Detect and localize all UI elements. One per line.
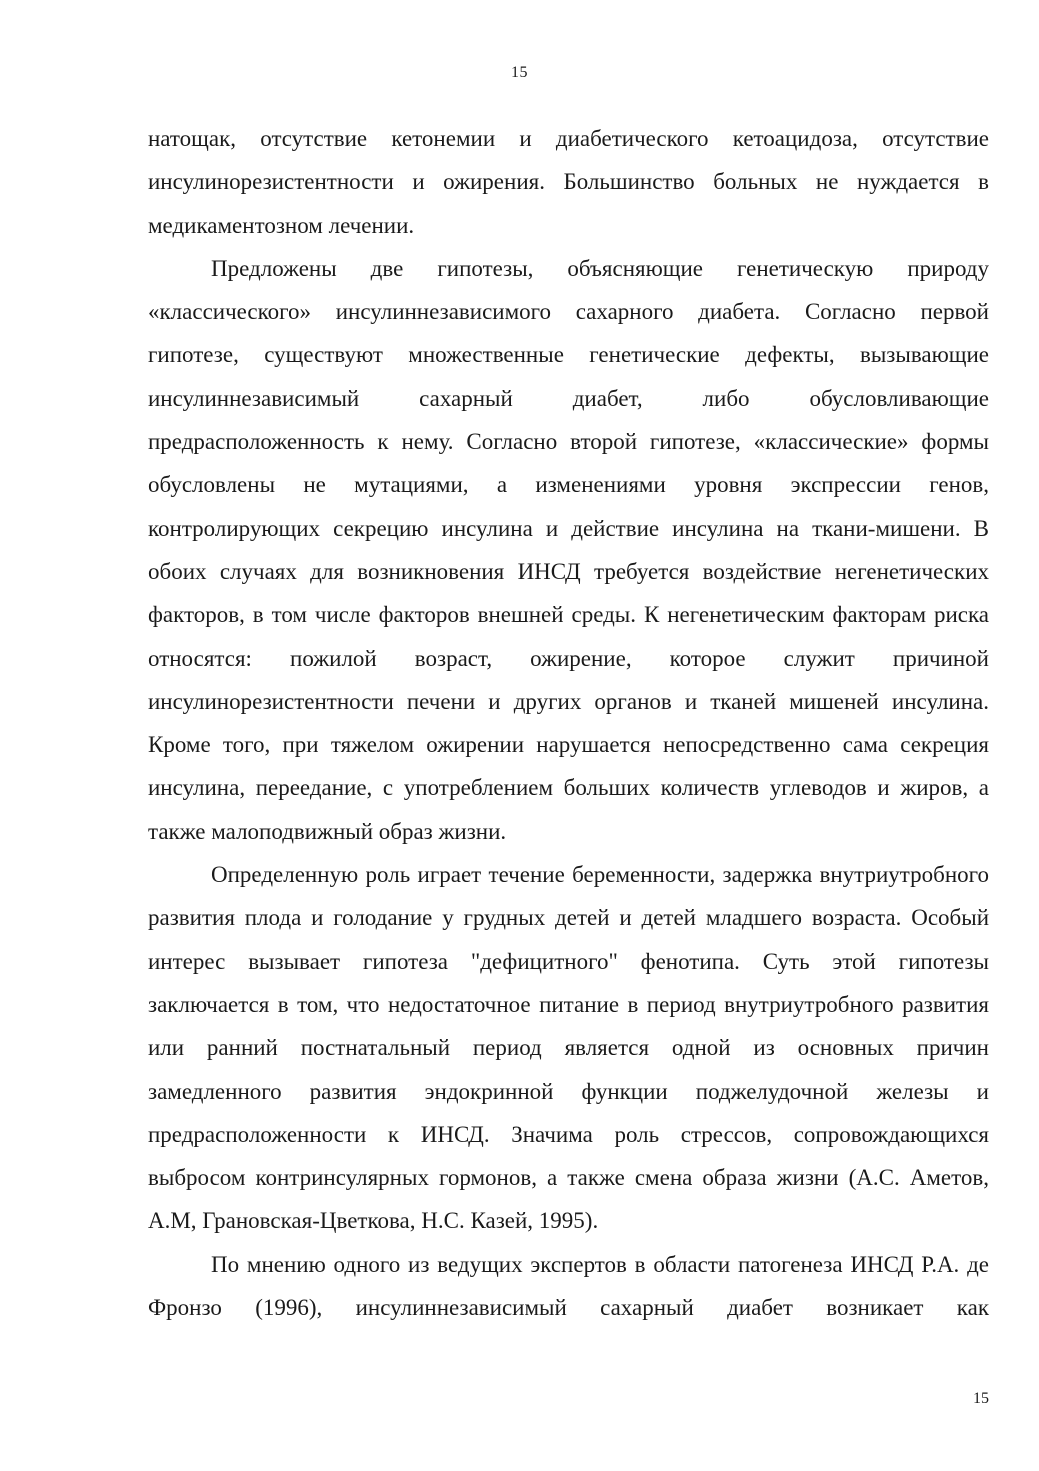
document-body (148, 117, 989, 1329)
paragraph-4: По мнению одного из ведущих экспертов в области патогенеза ИНСД Р.А. де Фронзо (1996), инсулиннезависимый сахарный диабет возникает как (148, 1251, 989, 1321)
page-number-top: 15 (511, 64, 528, 81)
paragraph-2: Предложены две гипотезы, объясняющие генетическую природу «классического» инсулиннезависимого сахарного диабета. Согласно первой гипотезе, существуют множественные генетические дефекты, вызывающие инсулиннезависимый сахарный диабет, либо обусловливающие предрасположенность к нему. Согласно второй гипотезе, «классические» формы обусловлены не мутациями, а изменениями уровня экспрессии генов, контролирующих секрецию инсулина и действие инсулина на ткани-мишени. В обоих случаях для возникновения ИНСД требуется воздействие негенетических факторов, в том числе факторов внешней среды. К негенетическим факторам риска относятся: пожилой возраст, ожирение, которое служит причиной инсулинорезистентности печени и других органов и тканей мишеней инсулина. Кроме того, при тяжелом ожирении нарушается непосредственно сама секреция инсулина, переедание, с употреблением больших количеств углеводов и жиров, а также малоподвижный образ жизни. (148, 255, 989, 844)
paragraph-1: натощак, отсутствие кетонемии и диабетического кетоацидоза, отсутствие инсулинорезистентности и ожирения. Большинство больных не нуждается в медикаментозном лечении. (148, 126, 989, 238)
page-number-bottom: 15 (973, 1390, 989, 1407)
paragraph-3: Определенную роль играет течение беременности, задержка внутриутробного развития плода и голодание у грудных детей и детей младшего возраста. Особый интерес вызывает гипотеза "дефицитного" фенотипа. Суть этой гипотезы заключается в том, что недостаточное питание в период внутриутробного развития или ранний постнатальный период является одной из основных причин замедленного развития эндокринной функции поджелудочной железы и предрасположенности к ИНСД. Значима роль стрессов, сопровождающихся выбросом контринсулярных гормонов, а также смена образа жизни (А.С. Аметов, А.М, Грановская-Цветкова, Н.С. Казей, 1995). (148, 862, 989, 1234)
